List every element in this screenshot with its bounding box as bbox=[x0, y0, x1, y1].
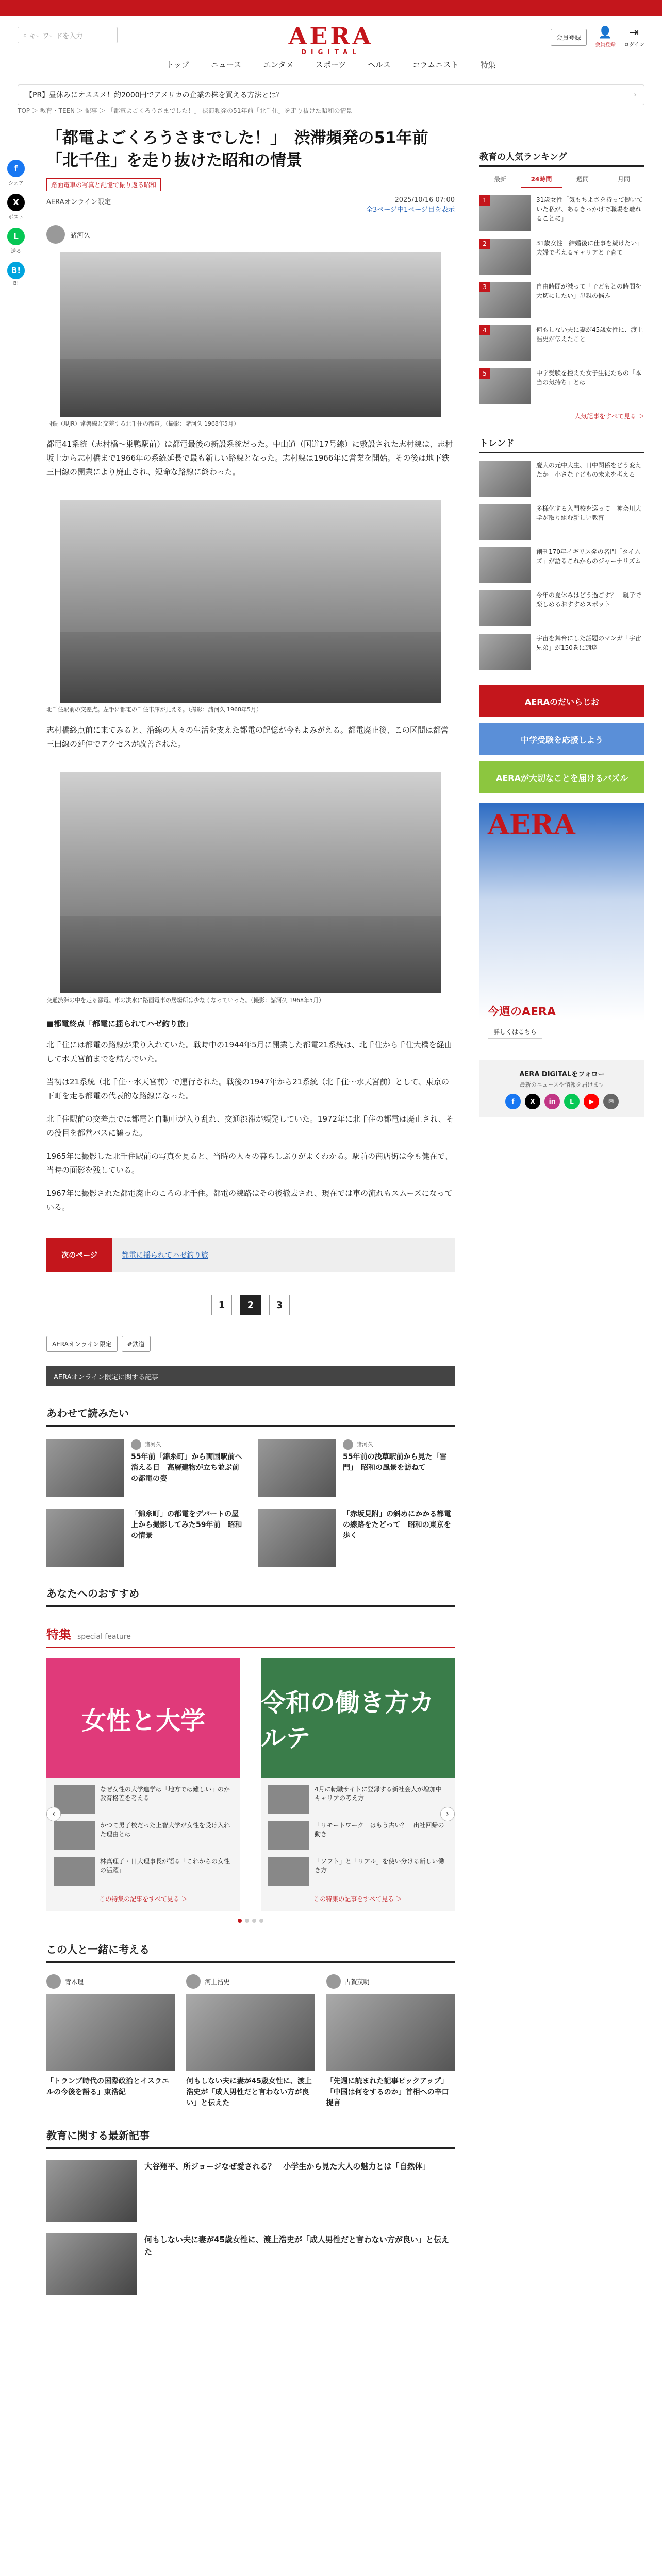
search-icon: ⌕ bbox=[23, 31, 29, 39]
thumbnail bbox=[54, 1857, 95, 1886]
list-item[interactable]: 4月に転職サイトに登録する新社会人が増加中 キャリアの考え方 bbox=[261, 1778, 455, 1814]
list-item[interactable]: 諸河久 55年前「錦糸町」から両国駅前へ消える日 高層建物が立ち並ぶ前の都電の姿 bbox=[46, 1439, 243, 1497]
global-nav bbox=[0, 56, 662, 74]
list-item[interactable]: 「リモートワーク」はもう古い？ 出社回帰の動き bbox=[261, 1814, 455, 1850]
ranking-item[interactable]: 1 31歳女性「気もちよさを持って働いていた私が、あるきっかけで職場を離れることに」 bbox=[479, 195, 644, 231]
people-list bbox=[46, 1974, 455, 2109]
feature-heading: 特集 special feature bbox=[46, 1624, 455, 1648]
nav-news[interactable]: ニュース bbox=[211, 60, 242, 70]
member-button[interactable]: 会員登録 bbox=[551, 29, 587, 46]
site-header bbox=[0, 16, 662, 74]
education-heading: 教育に関する最新記事 bbox=[46, 2127, 455, 2149]
login-icon: ⇥ bbox=[629, 26, 639, 39]
share-bar: f シェア X ポスト L 送る B! B! bbox=[7, 160, 28, 294]
thumbnail bbox=[479, 504, 531, 540]
puzzle-banner[interactable]: AERAが大切なことを届けるパズル bbox=[479, 761, 644, 793]
carousel-next-button[interactable]: › bbox=[440, 1807, 455, 1821]
keyword-tags bbox=[46, 1336, 455, 1352]
paragraph: 志村橋終点前に来てみると、沿線の人々の生活を支えた都電の記憶が今もよみがえる。都電廃止後、この区間は都営三田線の延伸でアクセスが改善された。 bbox=[46, 725, 449, 749]
podcast-banner[interactable]: AERAのだいらじお bbox=[479, 685, 644, 717]
mail-icon[interactable]: ✉ bbox=[603, 1094, 619, 1109]
article bbox=[46, 127, 455, 2295]
nav-top[interactable]: トップ bbox=[166, 60, 190, 70]
tab-weekly[interactable]: 週間 bbox=[562, 171, 603, 188]
article-source: AERAオンライン限定 bbox=[46, 198, 111, 206]
list-item[interactable]: 「赤坂見附」の斜めにかかる都電の線路をたどって 昭和の東京を歩く bbox=[258, 1509, 455, 1567]
section-subhead: ■都電終点「都電に揺られてハゼ釣り旅」 bbox=[46, 1019, 193, 1028]
ranking-item[interactable]: 2 31歳女性「結婚後に仕事を続けたい」夫婦で考えるキャリアと子育て bbox=[479, 239, 644, 275]
page-info[interactable]: 全3ページ中1ページ目を表示 bbox=[366, 206, 455, 214]
hatena-icon[interactable]: B! bbox=[7, 262, 25, 279]
thumbnail bbox=[54, 1785, 95, 1814]
thumbnail bbox=[46, 2233, 137, 2295]
login-link[interactable]: ⇥ ログイン bbox=[624, 26, 644, 48]
tab-monthly[interactable]: 月間 bbox=[603, 171, 644, 188]
article-photo-2 bbox=[60, 500, 441, 703]
feature-card-work-style[interactable]: 令和の働き方カルテ 4月に転職サイトに登録する新社会人が増加中 キャリアの考え方 「リモートワーク」はもう古い？ 出社回帰の動き 「ソフト」と「リアル」を使い分ける新しい働き方 この特集の記事をすべて見る ＞ bbox=[261, 1658, 455, 1911]
site-logo[interactable]: AERA DIGITAL bbox=[288, 22, 374, 56]
related-articles-bar[interactable]: AERAオンライン限定に関する記事 bbox=[46, 1366, 455, 1386]
instagram-icon[interactable]: in bbox=[544, 1094, 560, 1109]
line-icon[interactable]: L bbox=[7, 228, 25, 245]
recommend-list bbox=[46, 1439, 455, 1567]
list-item[interactable]: 大谷翔平、所ジョージなぜ愛される？ 小学生から見た大人の魅力とは「自然体」 bbox=[46, 2160, 455, 2222]
tab-latest[interactable]: 最新 bbox=[479, 171, 521, 188]
trend-item[interactable]: 慶大の元中大生、日中関係をどう変えたか 小さな子どもの未来を考える bbox=[479, 461, 644, 497]
thumbnail bbox=[258, 1509, 336, 1567]
list-item[interactable]: 何もしない夫に妻が45歳女性に、渡上浩史が「成人男性だと言わない方が良い」と伝えた bbox=[46, 2233, 455, 2295]
x-icon[interactable]: X bbox=[525, 1094, 540, 1109]
page-1-button[interactable]: 1 bbox=[211, 1295, 232, 1315]
nav-entertainment[interactable]: エンタメ bbox=[263, 60, 294, 70]
paragraph: 1967年に撮影された都電廃止のころの北千住。都電の線路はその後撤去され、現在では車の流れもスムーズになっている。 bbox=[46, 1189, 453, 1212]
ranking-item[interactable]: 3 自由時間が減って「子どもとの時間を大切にしたい」母親の悩み bbox=[479, 282, 644, 318]
line-icon[interactable]: L bbox=[564, 1094, 580, 1109]
trend-item[interactable]: 今年の夏休みはどう過ごす？ 親子で楽しめるおすすめスポット bbox=[479, 590, 644, 626]
thumbnail bbox=[258, 1439, 336, 1497]
nav-columnist[interactable]: コラムニスト bbox=[412, 60, 459, 70]
paragraph: 都電41系統（志村橋～巣鴨駅前）は都電最後の新設系統だった。中山道（国道17号線）に敷設された志村線は、志村坂上から志村橋まで1966年の系統延長で最も新しい路線となった。志村線は1966年に営業を開始。その後は地下鉄三田線の開業により廃止され、短命な路線に終わった。 bbox=[46, 439, 453, 477]
thumbnail bbox=[186, 1994, 315, 2071]
x-icon[interactable]: X bbox=[7, 194, 25, 211]
user-icon: 👤 bbox=[598, 26, 613, 39]
thumbnail bbox=[46, 2160, 137, 2222]
trend-item[interactable]: 宇宙を舞台にした話題のマンガ「宇宙兄弟」が150巻に到達 bbox=[479, 634, 644, 670]
foryou-heading: あなたへのおすすめ bbox=[46, 1585, 455, 1607]
avatar bbox=[46, 225, 65, 244]
register-link[interactable]: 👤 会員登録 bbox=[595, 26, 616, 48]
magazine-detail-button[interactable]: 詳しくはこちら bbox=[488, 1025, 542, 1039]
article-date: 2025/10/16 07:00 bbox=[394, 196, 455, 204]
feature-more-link[interactable]: この特集の記事をすべて見る ＞ bbox=[313, 1895, 402, 1903]
search-input[interactable]: ⌕ キーワードを入力 bbox=[18, 27, 118, 43]
thumbnail bbox=[268, 1785, 309, 1814]
sidebar bbox=[479, 149, 644, 1117]
thumbnail: 2 bbox=[479, 239, 531, 275]
tab-24h[interactable]: 24時間 bbox=[521, 171, 562, 188]
thumbnail bbox=[46, 1509, 124, 1567]
thumbnail bbox=[326, 1994, 455, 2071]
photo-caption: 北千住駅前の交差点。左手に都電の千住車庫が見える。（撮影：諸河久 1968年5月） bbox=[46, 706, 262, 713]
avatar bbox=[131, 1439, 141, 1450]
thumbnail bbox=[479, 590, 531, 626]
next-page-link[interactable]: 都電に揺られてハゼ釣り旅 bbox=[122, 1251, 208, 1260]
avatar bbox=[186, 1974, 201, 1989]
thumbnail: 4 bbox=[479, 325, 531, 361]
article-photo-3 bbox=[60, 772, 441, 993]
facebook-icon[interactable]: f bbox=[7, 160, 25, 177]
paragraph: 当初は21系統（北千住～水天宮前）で運行された。戦後の1947年から21系統（北千住～水天宮前）として、東京の下町を走る都電の代表的な路線になった。 bbox=[46, 1077, 450, 1100]
list-item[interactable]: 林真理子・日大理事長が語る「これからの女性の活躍」 bbox=[46, 1850, 240, 1886]
list-item[interactable]: 河上浩史 何もしない夫に妻が45歳女性に、渡上浩史が「成人男性だと言わない方が良い」と伝えた bbox=[186, 1974, 315, 2109]
paragraph: 北千住駅前の交差点では都電と自動車が入り乱れ、交通渋滞が頻発していた。1972年に北千住の都電は廃止され、その役目を都営バスに譲った。 bbox=[46, 1114, 454, 1138]
pagination bbox=[46, 1295, 455, 1315]
thumbnail bbox=[479, 634, 531, 670]
list-item[interactable]: 青木理 「トランプ時代の国際政治とイスラエルの今後を語る」東浩紀 bbox=[46, 1974, 175, 2109]
feature-more-link[interactable]: この特集の記事をすべて見る ＞ bbox=[99, 1895, 188, 1903]
trend-item[interactable]: 多様化する入門校を巡って 神奈川大学が取り組む新しい教育 bbox=[479, 504, 644, 540]
article-photo-1 bbox=[60, 252, 441, 417]
next-page-button[interactable]: 次のページ bbox=[46, 1238, 112, 1272]
page-3-button[interactable]: 3 bbox=[269, 1295, 290, 1315]
keyword-tag[interactable]: AERAオンライン限定 bbox=[46, 1336, 118, 1352]
thumbnail: 3 bbox=[479, 282, 531, 318]
youtube-icon[interactable]: ▶ bbox=[584, 1094, 599, 1109]
thumbnail bbox=[46, 1439, 124, 1497]
list-item[interactable]: 「錦糸町」の都電をデパートの屋上から撮影してみた59年前 昭和の情景 bbox=[46, 1509, 243, 1567]
thumbnail bbox=[479, 461, 531, 497]
thumbnail bbox=[268, 1821, 309, 1850]
breadcrumb[interactable]: TOP ＞ 教育・TEEN ＞ 記事 ＞ 「都電よごくろうさまでした！」 渋滞頻発の51年前「北千住」を走り抜けた昭和の情景 bbox=[18, 107, 353, 114]
recommend-heading: あわせて読みたい bbox=[46, 1405, 455, 1427]
list-item[interactable]: 諸河久 55年前の浅草駅前から見た「雷門」 昭和の風景を訪ねて bbox=[258, 1439, 455, 1497]
list-item[interactable]: 古賀茂明 「先週に読まれた記事ピックアップ」「中国は何をするのか」首相への辛口提言 bbox=[326, 1974, 455, 2109]
nav-health[interactable]: ヘルス bbox=[368, 60, 391, 70]
ranking-tabs bbox=[479, 171, 644, 188]
article-title: 「都電よごくろうさまでした！」 渋滞頻発の51年前「北千住」を走り抜けた昭和の情景 bbox=[46, 129, 428, 170]
page-2-button[interactable]: 2 bbox=[240, 1295, 261, 1315]
thumbnail bbox=[54, 1821, 95, 1850]
nav-sports[interactable]: スポーツ bbox=[315, 60, 346, 70]
trend-item[interactable]: 創刊170年イギリス発の名門「タイムズ」が語るこれからのジャーナリズム bbox=[479, 547, 644, 583]
trend-heading: トレンド bbox=[479, 436, 644, 453]
facebook-icon[interactable]: f bbox=[505, 1094, 521, 1109]
nav-feature[interactable]: 特集 bbox=[480, 60, 496, 70]
ranking-heading: 教育の人気ランキング bbox=[479, 149, 644, 167]
avatar bbox=[326, 1974, 341, 1989]
top-bar bbox=[0, 0, 662, 16]
keyword-tag[interactable]: #鉄道 bbox=[122, 1336, 151, 1352]
avatar bbox=[343, 1439, 353, 1450]
magazine-cover[interactable]: AERA 今週のAERA 詳しくはこちら bbox=[479, 803, 644, 1045]
exam-banner[interactable]: 中学受験を応援しよう bbox=[479, 723, 644, 755]
thumbnail bbox=[479, 547, 531, 583]
thumbnail bbox=[46, 1994, 175, 2071]
follow-box: AERA DIGITALをフォロー 最新のニュースや情報を届けます f X in L ▶ ✉ bbox=[479, 1060, 644, 1117]
author[interactable]: 諸河久 bbox=[46, 225, 455, 244]
chevron-right-icon: › bbox=[634, 91, 637, 99]
photo-caption: 国鉄（現JR）常磐線と交差する北千住の都電。（撮影：諸河久 1968年5月） bbox=[46, 420, 239, 427]
people-heading: この人と一緒に考える bbox=[46, 1941, 455, 1963]
next-page-box[interactable] bbox=[46, 1238, 455, 1272]
thumbnail bbox=[268, 1857, 309, 1886]
thumbnail: 5 bbox=[479, 368, 531, 404]
list-item[interactable]: 「ソフト」と「リアル」を使い分ける新しい働き方 bbox=[261, 1850, 455, 1886]
photo-caption: 交通渋滞の中を走る都電。車の洪水に路面電車の居場所は少なくなっていった。（撮影：諸河久 1968年5月） bbox=[46, 997, 324, 1004]
paragraph: 1965年に撮影した北千住駅前の写真を見ると、当時の人々の暮らしぶりがよくわかる。駅前の商店街は今も健在で、当時の面影を残している。 bbox=[46, 1151, 453, 1175]
list-item[interactable]: かつて男子校だった上智大学が女性を受け入れた理由とは bbox=[46, 1814, 240, 1850]
ranking-item[interactable]: 5 中学受験を控えた女子生徒たちの「本当の気持ち」とは bbox=[479, 368, 644, 404]
promo-banner[interactable]: 【PR】昼休みにオススメ！約2000円でアメリカの企業の株を買える方法とは？ › bbox=[18, 84, 644, 105]
ranking-more-link[interactable]: 人気記事をすべて見る ＞ bbox=[574, 413, 644, 420]
article-tag[interactable]: 路面電車の写真と記憶で振り返る昭和 bbox=[46, 178, 161, 191]
ranking-item[interactable]: 4 何もしない夫に妻が45歳女性に、渡上浩史が伝えたこと bbox=[479, 325, 644, 361]
feature-card-women-university[interactable]: 女性と大学 なぜ女性の大学進学は「地方では難しい」のか 教育格差を考える かつて男子校だった上智大学が女性を受け入れた理由とは 林真理子・日大理事長が語る「これからの女性の活躍」 この特集の記事をすべて見る ＞ bbox=[46, 1658, 240, 1911]
carousel-prev-button[interactable]: ‹ bbox=[46, 1807, 61, 1821]
list-item[interactable]: なぜ女性の大学進学は「地方では難しい」のか 教育格差を考える bbox=[46, 1778, 240, 1814]
carousel-dots bbox=[46, 1919, 455, 1923]
paragraph: 北千住には都電の路線が乗り入れていた。戦時中の1944年5月に開業した都電21系統は、北千住から千住大橋を経由して水天宮前までを結んでいた。 bbox=[46, 1040, 452, 1063]
feature-carousel bbox=[46, 1658, 455, 1911]
thumbnail: 1 bbox=[479, 195, 531, 231]
avatar bbox=[46, 1974, 61, 1989]
